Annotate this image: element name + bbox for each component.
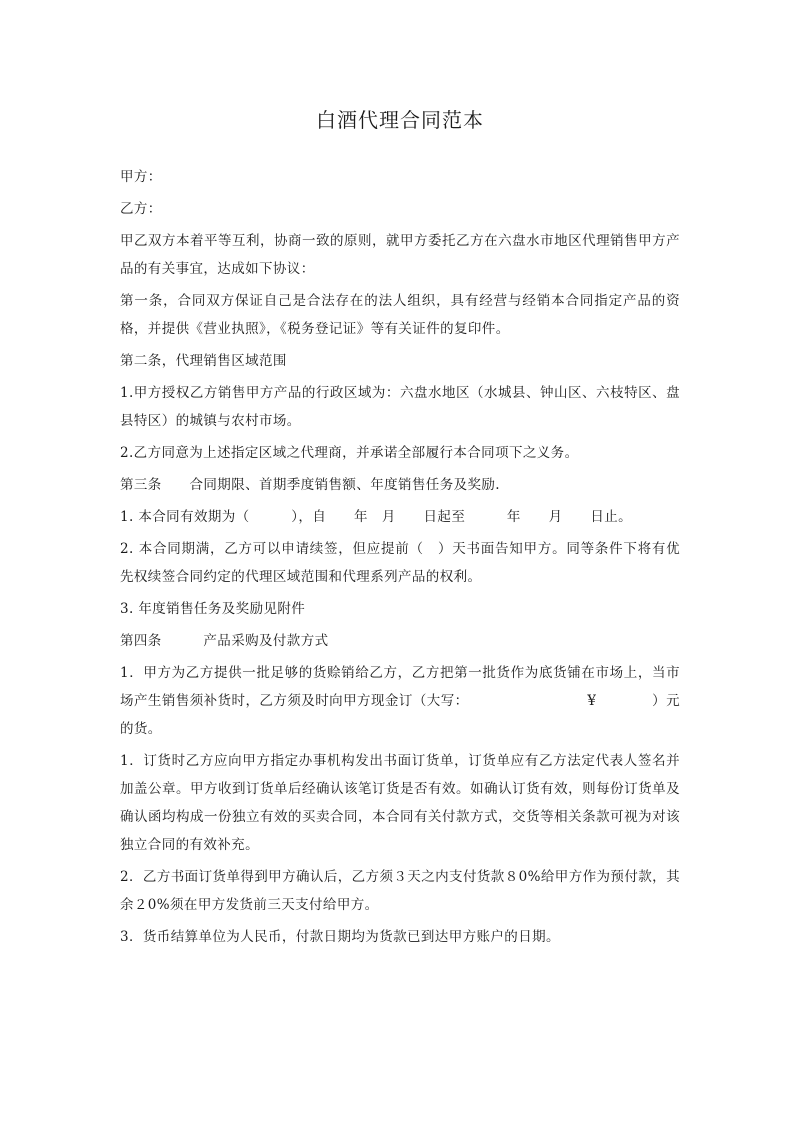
party-b-line: 乙方： [120,201,162,217]
article-4-clause-3: 3．货币结算单位为人民币，付款日期均为货款已到达甲方账户的日期。 [120,929,560,945]
article-4-clause-1: 1．甲方为乙方提供一批足够的货赊销给乙方，乙方把第一批货作为底货铺在市场上，当市场产生销售须补货时，乙方须及时向甲方现金订（大写： ¥ ）元的货。 [120,665,680,737]
article-3-clause-1: 1. 本合同有效期为（ ），自 年 月 日起至 年 月 日止。 [120,509,633,525]
article-1-paragraph: 第一条，合同双方保证自己是合法存在的法人组织，具有经营与经销本合同指定产品的资格，并提供《营业执照》，《税务登记证》等有关证件的复印件。 [120,293,680,337]
article-4-order-clause: 1．订货时乙方应向甲方指定办事机构发出书面订货单，订货单应有乙方法定代表人签名并加盖公章。甲方收到订货单后经确认该笔订货是否有效。如确认订货有效，则每份订货单及确认函均构成一份独立有效的买卖合同，本合同有关付款方式，交货等相关条款可视为对该独立合同的有效补充。 [120,753,680,853]
party-a-line: 甲方： [120,169,162,185]
document-body [120,163,680,955]
article-2-clause-1: 1.甲方授权乙方销售甲方产品的行政区域为：六盘水地区（水城县、钟山区、六枝特区、盘县特区）的城镇与农村市场。 [120,385,680,429]
article-3-clause-2: 2. 本合同期满，乙方可以申请续签，但应提前（ ）天书面告知甲方。同等条件下将有优先权续签合同约定的代理区域范围和代理系列产品的权利。 [120,541,680,585]
article-3-clause-3: 3. 年度销售任务及奖励见附件 [120,601,306,617]
article-2-heading: 第二条，代理销售区域范围 [120,353,287,369]
page-title: 白酒代理合同范本 [316,108,484,132]
article-4-clause-2: 2．乙方书面订货单得到甲方确认后，乙方须３天之内支付货款８0%给甲方作为预付款，其余２0%须在甲方发货前三天支付给甲方。 [120,869,680,913]
article-3-heading: 第三条 合同期限、首期季度销售额、年度销售任务及奖励. [120,477,500,493]
article-2-clause-2: 2.乙方同意为上述指定区域之代理商，并承诺全部履行本合同项下之义务。 [120,445,579,461]
preamble-paragraph: 甲乙双方本着平等互利，协商一致的原则，就甲方委托乙方在六盘水市地区代理销售甲方产品的有关事宜，达成如下协议： [120,233,680,277]
article-4-heading: 第四条 产品采购及付款方式 [120,633,329,649]
